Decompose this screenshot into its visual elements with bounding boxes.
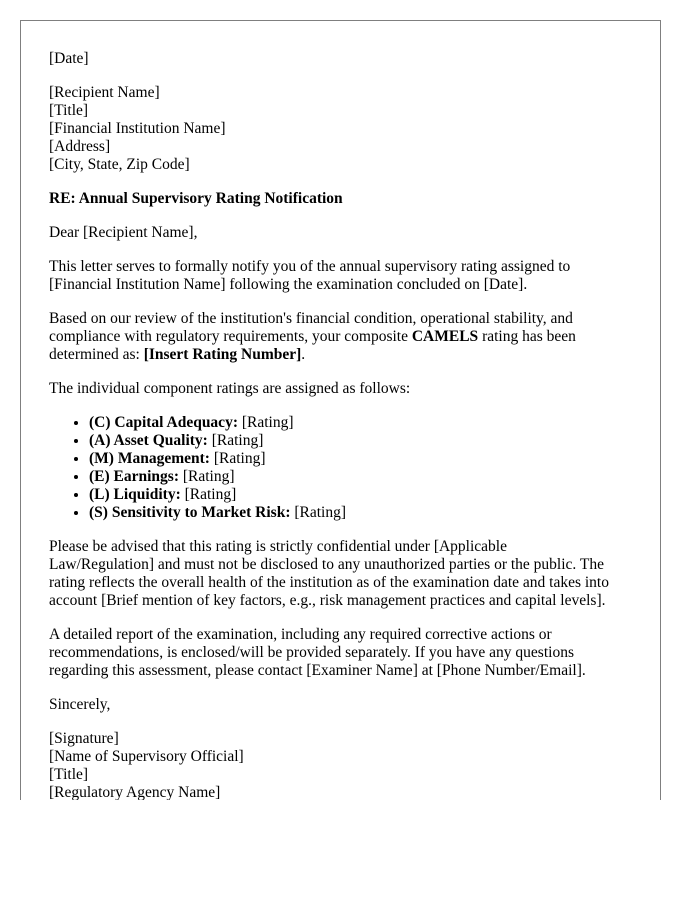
confidentiality-paragraph bbox=[49, 538, 632, 610]
component-label: (C) Capital Adequacy: bbox=[89, 414, 238, 431]
review-line bbox=[49, 346, 632, 364]
component-value: [Rating] bbox=[237, 414, 294, 431]
report-line: regarding this assessment, please contact [Examiner Name] at [Phone Number/Email]. bbox=[49, 662, 586, 679]
list-item bbox=[89, 432, 632, 450]
intro-line: [Financial Institution Name] following the examination concluded on [Date]. bbox=[49, 276, 528, 293]
component-value: [Rating] bbox=[290, 504, 347, 521]
component-value: [Rating] bbox=[179, 468, 235, 485]
recipient-address-block bbox=[49, 84, 632, 174]
confidentiality-line: rating reflects the overall health of the institution as of the examination date and takes into bbox=[49, 574, 609, 591]
confidentiality-line: Please be advised that this rating is strictly confidential under [Applicable bbox=[49, 538, 507, 555]
list-item bbox=[89, 450, 632, 468]
component-label: (L) Liquidity: bbox=[89, 486, 181, 503]
report-line: recommendations, is enclosed/will be provided separately. If you have any questions bbox=[49, 644, 574, 661]
review-line bbox=[49, 328, 632, 346]
recipient-city-state-zip: [City, State, Zip Code] bbox=[49, 156, 190, 173]
review-text: determined as: bbox=[49, 346, 144, 363]
official-name: [Name of Supervisory Official] bbox=[49, 748, 244, 765]
list-item bbox=[89, 486, 632, 504]
confidentiality-line: Law/Regulation] and must not be disclosed to any unauthorized parties or the public. The bbox=[49, 556, 604, 573]
component-label: (S) Sensitivity to Market Risk: bbox=[89, 504, 291, 521]
components-intro: The individual component ratings are assigned as follows: bbox=[49, 380, 411, 397]
list-item bbox=[89, 504, 632, 522]
component-label: (E) Earnings: bbox=[89, 468, 179, 485]
report-paragraph bbox=[49, 626, 632, 680]
confidentiality-line: account [Brief mention of key factors, e.g., risk management practices and capital levels]. bbox=[49, 592, 606, 609]
intro-line: This letter serves to formally notify you of the annual supervisory rating assigned to bbox=[49, 258, 571, 275]
review-line: Based on our review of the institution's financial condition, operational stability, and bbox=[49, 310, 573, 327]
review-text: . bbox=[301, 346, 306, 363]
camels-term: CAMELS bbox=[411, 328, 479, 345]
review-paragraph bbox=[49, 310, 632, 364]
composite-rating-placeholder: [Insert Rating Number] bbox=[143, 346, 302, 363]
institution-name: [Financial Institution Name] bbox=[49, 120, 226, 137]
recipient-title: [Title] bbox=[49, 102, 89, 119]
component-label: (M) Management: bbox=[89, 450, 210, 467]
component-ratings-list bbox=[49, 414, 632, 522]
component-label: (A) Asset Quality: bbox=[89, 432, 208, 449]
letter-page bbox=[20, 20, 661, 800]
component-value: [Rating] bbox=[180, 486, 237, 503]
list-item bbox=[89, 414, 632, 432]
review-text: rating has been bbox=[478, 328, 576, 345]
recipient-address: [Address] bbox=[49, 138, 111, 155]
date-line bbox=[49, 50, 632, 68]
closing: Sincerely, bbox=[49, 696, 111, 713]
component-value: [Rating] bbox=[207, 432, 264, 449]
recipient-name: [Recipient Name] bbox=[49, 84, 160, 101]
signature-placeholder: [Signature] bbox=[49, 730, 119, 747]
list-item bbox=[89, 468, 632, 486]
subject-line: RE: Annual Supervisory Rating Notification bbox=[49, 190, 343, 207]
salutation: Dear [Recipient Name], bbox=[49, 224, 198, 241]
official-title: [Title] bbox=[49, 766, 89, 783]
agency-name: [Regulatory Agency Name] bbox=[49, 784, 221, 800]
review-text: compliance with regulatory requirements, your composite bbox=[49, 328, 412, 345]
letter-date: [Date] bbox=[49, 50, 89, 67]
signature-block bbox=[49, 730, 632, 800]
intro-paragraph bbox=[49, 258, 632, 294]
report-line: A detailed report of the examination, including any required corrective actions or bbox=[49, 626, 552, 643]
component-value: [Rating] bbox=[209, 450, 266, 467]
